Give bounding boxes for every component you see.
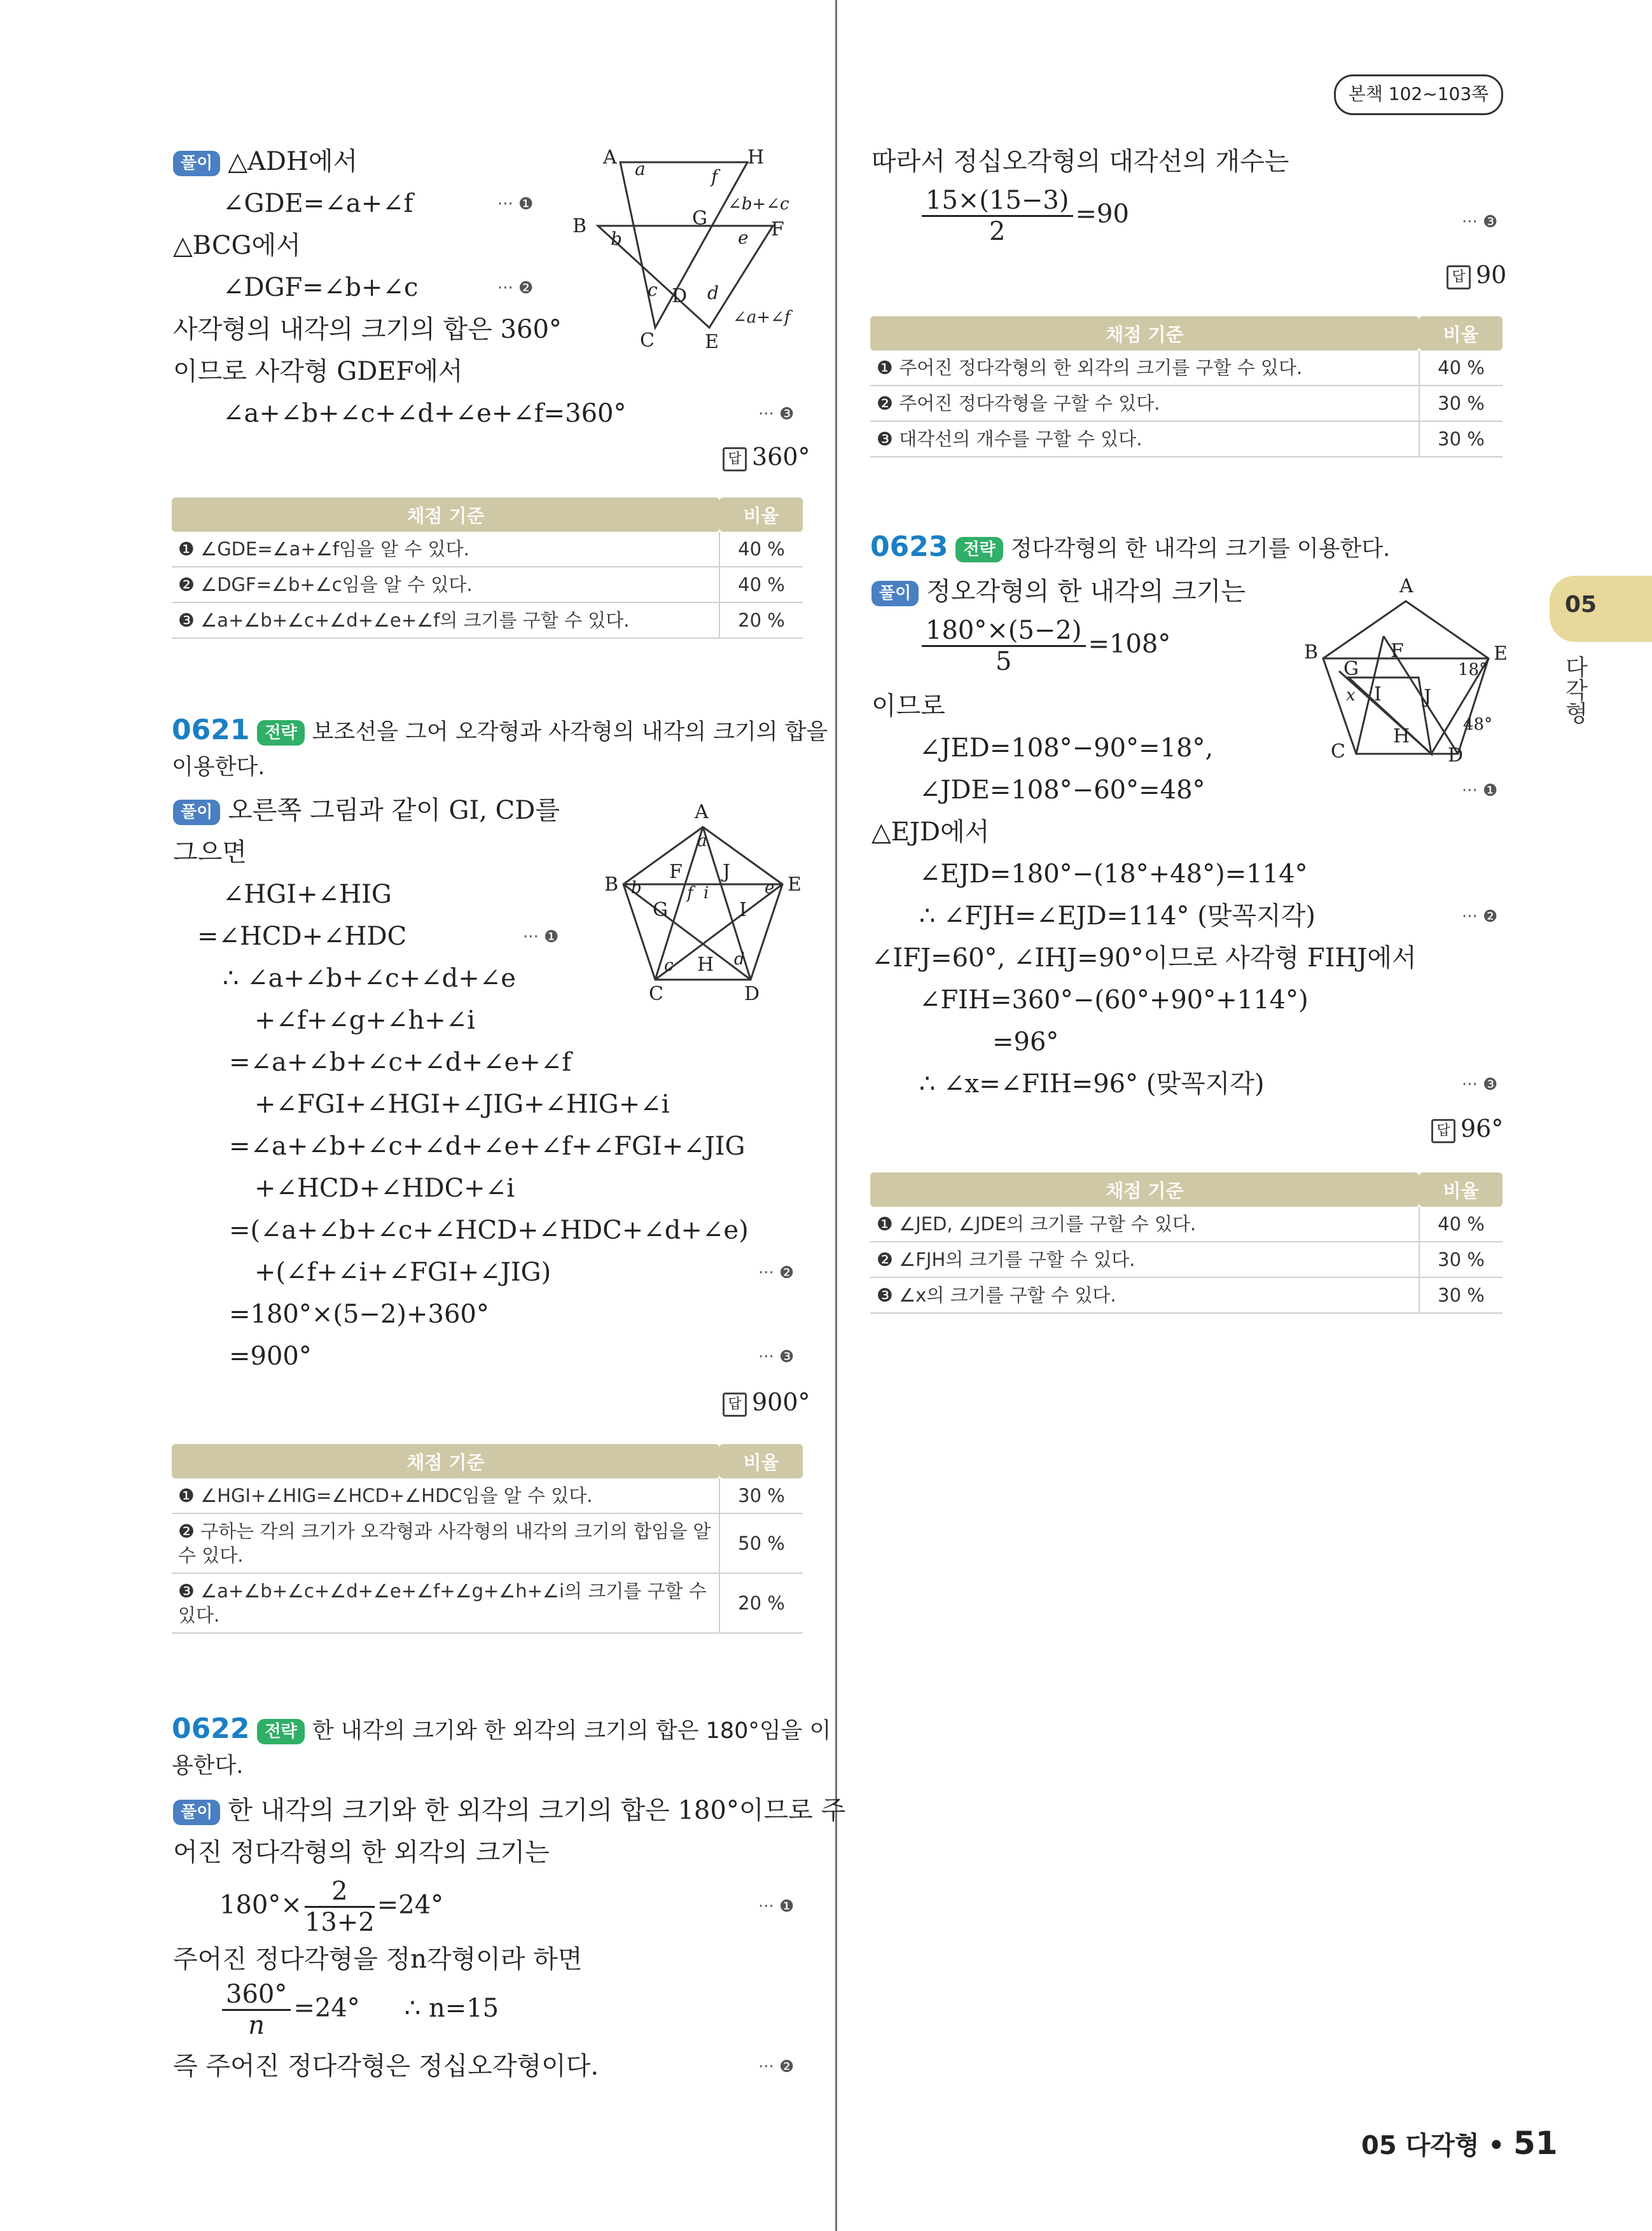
fig3-label-D: D [1448, 744, 1464, 767]
p0621-line-6: =∠a+∠b+∠c+∠d+∠e+∠f [229, 1048, 572, 1077]
p0620-line-4: 사각형의 내각의 크기의 합은 360° [173, 315, 562, 344]
fig2-angle-d: d [734, 950, 745, 969]
step-marker-3: ··· ❸ [1462, 1075, 1498, 1094]
p0620-score-table [172, 497, 803, 639]
fig2-label-E: E [788, 873, 802, 896]
p0620-line-3: ∠DGF=∠b+∠c [223, 273, 419, 302]
fig1-label-B: B [573, 215, 587, 237]
book-page-reference: 본책 102~103쪽 [1334, 74, 1503, 115]
p0623-line-13: ∴ ∠x=∠FIH=96° (맞꼭지각) [919, 1069, 1265, 1099]
p0621-line-2: ∠HGI+∠HIG [223, 880, 392, 909]
p0622-line-6: 주어진 정다각형을 정n각형이라 하면 [173, 1945, 583, 1974]
p0620-figure [566, 143, 814, 353]
p0623-header: 0623 전략 정다각형의 한 내각의 크기를 이용한다. [870, 531, 1391, 563]
p0622c-line-0: 따라서 정십오각형의 대각선의 개수는 [871, 147, 1289, 176]
p0623-answer: 답 96° [1431, 1115, 1503, 1143]
fig2-label-D: D [744, 983, 760, 1005]
column-divider [835, 0, 837, 2231]
fig1-label-H: H [747, 146, 765, 169]
fig2-label-G: G [653, 899, 668, 921]
fig3-label-G: G [1343, 658, 1359, 680]
fig2-angle-a: a [697, 831, 707, 851]
p0622-formula-1: 180°× $\frac{2}{13+2}$ =24° [219, 1877, 444, 1937]
p0623-line-12: =96° [992, 1027, 1059, 1057]
fig3-label-48deg: 48° [1463, 715, 1493, 734]
table-row: ❶ ∠HGI+∠HIG=∠HCD+∠HDC임을 알 수 있다. 30 % [172, 1478, 803, 1513]
fig3-label-J: J [1424, 686, 1432, 708]
fig3-label-F: F [1391, 640, 1404, 662]
step-marker-3: ··· ❸ [758, 405, 795, 424]
page-footer [1361, 2125, 1558, 2162]
fig1-label-E: E [705, 331, 719, 353]
p0623-formula: $\frac{180^\circ\times(5-2)}{5}$ =108° [919, 616, 1170, 676]
fig2-label-B: B [604, 873, 619, 896]
fig3-label-A: A [1399, 576, 1413, 597]
p0623-line-8: ∠EJD=180°−(18°+48°)=114° [919, 859, 1308, 889]
fig3-label-E: E [1494, 643, 1508, 665]
fig1-label-C: C [640, 330, 655, 352]
p0622-header: 0622 전략 한 내각의 크기와 한 외각의 크기의 합은 180°임을 이 [172, 1713, 831, 1745]
fig2-angle-f: f [687, 884, 693, 903]
problem-number: 0621 [172, 714, 250, 746]
fig2-angle-i: i [704, 884, 709, 903]
table-row: ❸ ∠a+∠b+∠c+∠d+∠e+∠f+∠g+∠h+∠i의 크기를 구할 수 있다. 20 % [172, 1573, 803, 1633]
fig2-label-I: I [739, 899, 747, 921]
fig1-label-F: F [771, 218, 784, 240]
answer-icon: 답 [723, 447, 747, 471]
step-marker-3: ··· ❸ [1462, 212, 1498, 232]
p0622-line-0: 풀이 한 내각의 크기와 한 외각의 크기의 합은 180°이므로 주 [173, 1793, 845, 1828]
p0623-line-6: ∠JDE=108°−60°=48° [919, 775, 1205, 805]
p0621-line-7: +∠FGI+∠HGI+∠JIG+∠HIG+∠i [254, 1090, 670, 1119]
p0621-line-3: =∠HCD+∠HDC [197, 922, 407, 951]
fig3-label-C: C [1331, 740, 1345, 763]
table-row: ❸ ∠a+∠b+∠c+∠d+∠e+∠f의 크기를 구할 수 있다. 20 % [172, 602, 803, 638]
fig3-label-18deg: 18° [1458, 660, 1488, 679]
p0622-formula-2: $\frac{360^\circ}{n}$ =24° ∴ n=15 [219, 1980, 499, 2040]
p0623-line-7: △EJD에서 [871, 817, 990, 847]
fig1-angle-e: e [738, 227, 749, 248]
p0621-line-8: =∠a+∠b+∠c+∠d+∠e+∠f+∠FGI+∠JIG [229, 1132, 746, 1161]
p0621-line-1: 그으면 [173, 838, 247, 867]
p0620-line-0: 풀이 △ADH에서 [173, 144, 357, 179]
fig1-note-af: ∠a+∠f [733, 308, 791, 327]
step-marker-1: ··· ❶ [758, 1897, 795, 1916]
p0622-strategy-line2: 용한다. [172, 1753, 244, 1779]
p0622-answer: 답 90 [1447, 261, 1506, 289]
p0621-line-4: ∴ ∠a+∠b+∠c+∠d+∠e [223, 964, 516, 993]
step-marker-2: ··· ❷ [1462, 907, 1498, 926]
p0620-line-2: △BCG에서 [173, 231, 301, 260]
p0623-line-4: 이므로 [871, 692, 945, 721]
fig1-angle-f: f [711, 166, 718, 187]
step-marker-2: ··· ❷ [758, 2057, 795, 2076]
fig2-angle-b: b [631, 879, 642, 898]
chapter-tab-title: 다각형 [1562, 655, 1588, 724]
table-row: ❶ 주어진 정다각형의 한 외각의 크기를 구할 수 있다. 40 % [870, 351, 1503, 386]
chapter-tab-number: 05 [1565, 592, 1597, 618]
p0620-line-6: ∠a+∠b+∠c+∠d+∠e+∠f=360° [223, 399, 627, 428]
fig2-label-J: J [723, 861, 731, 883]
p0621-answer: 답 900° [723, 1388, 810, 1417]
p0621-line-13: =900° [229, 1342, 312, 1371]
p0622-score-table: 채점 기준 비율 ❶ 주어진 정다각형의 한 외각의 크기를 구할 수 있다. 40 % ❷ 주어진 정다각형을 구할 수 있다. 30 % ❸ 대각선의 개수를 구할 수 있다. 30 % [870, 316, 1503, 457]
score-header-ratio: 비율 [719, 497, 803, 532]
p0621-line-12: =180°×(5−2)+360° [229, 1300, 489, 1329]
p0620-answer: 답 360° [723, 443, 810, 471]
p0623-score-table: 채점 기준 비율 ❶ ∠JED, ∠JDE의 크기를 구할 수 있다. 40 % ❷ ∠FJH의 크기를 구할 수 있다. 30 % ❸ ∠x의 크기를 구할 수 있다. 30 % [870, 1172, 1503, 1314]
fig2-angle-c: c [664, 956, 674, 975]
p0620-line-5: 이므로 사각형 GDEF에서 [173, 357, 463, 386]
table-row: ❶ ∠GDE=∠a+∠f임을 알 수 있다. 40 % [172, 532, 803, 567]
fig2-label-C: C [649, 983, 663, 1005]
fig1-angle-b: b [611, 228, 622, 249]
fig2-label-F: F [669, 861, 683, 883]
p0623-line-10: ∠IFJ=60°, ∠IHJ=90°이므로 사각형 FIHJ에서 [871, 943, 1417, 973]
page-number: 51 [1513, 2125, 1558, 2162]
fig3-label-H: H [1393, 725, 1410, 747]
p0621-line-0: 풀이 오른쪽 그림과 같이 GI, CD를 [173, 793, 560, 828]
p0622-line-11: 즉 주어진 정다각형은 정십오각형이다. [173, 2052, 599, 2081]
p0622-line-1: 어진 정다각형의 한 외각의 크기는 [173, 1838, 550, 1867]
p0621-line-5: +∠f+∠g+∠h+∠i [254, 1006, 476, 1035]
p0621-line-11: +(∠f+∠i+∠FGI+∠JIG) [254, 1258, 552, 1287]
table-row: ❷ ∠DGF=∠b+∠c임을 알 수 있다. 40 % [172, 567, 803, 602]
fig3-label-x: x [1346, 686, 1356, 705]
p0623-figure [1304, 576, 1514, 773]
step-marker-2: ··· ❷ [497, 279, 534, 298]
solution-badge: 풀이 [173, 151, 220, 176]
fig1-label-D: D [672, 285, 688, 307]
p0623-line-9: ∴ ∠FJH=∠EJD=114° (맞꼭지각) [919, 901, 1316, 931]
p0622c-formula: $\frac{15\times(15-3)}{2}$ =90 [919, 186, 1129, 246]
p0621-strategy-line2: 이용한다. [172, 754, 265, 780]
p0623-line-11: ∠FIH=360°−(60°+90°+114°) [919, 985, 1308, 1015]
fig1-label-A: A [603, 146, 617, 169]
p0621-header: 0621 전략 보조선을 그어 오각형과 사각형의 내각의 크기의 합을 [172, 714, 828, 746]
fig1-angle-a: a [635, 158, 646, 179]
fig2-label-A: A [695, 801, 709, 823]
fig2-label-H: H [697, 954, 714, 976]
table-row: ❷ 주어진 정다각형을 구할 수 있다. 30 % [870, 386, 1503, 421]
fig1-label-G: G [692, 207, 707, 230]
step-marker-1: ··· ❶ [497, 195, 534, 214]
p0621-line-10: =(∠a+∠b+∠c+∠HCD+∠HDC+∠d+∠e) [229, 1216, 749, 1245]
score-header-criteria: 채점 기준 [172, 497, 719, 532]
fig1-note-bc: ∠b+∠c [728, 195, 789, 214]
fig2-angle-e: e [765, 879, 775, 898]
fig3-label-I: I [1374, 683, 1382, 705]
p0623-line-5: ∠JED=108°−90°=18°, [919, 733, 1214, 763]
fig1-angle-d: d [707, 282, 719, 303]
step-marker-2: ··· ❷ [758, 1263, 795, 1282]
table-row: ❸ ∠x의 크기를 구할 수 있다. 30 % [870, 1277, 1503, 1313]
table-row: ❸ 대각선의 개수를 구할 수 있다. 30 % [870, 421, 1503, 457]
step-marker-3: ··· ❸ [758, 1347, 795, 1366]
table-row: ❷ 구하는 각의 크기가 오각형과 사각형의 내각의 크기의 합임을 알 수 있다. 50 % [172, 1513, 803, 1573]
step-marker-1: ··· ❶ [1462, 781, 1498, 800]
p0621-figure [598, 795, 808, 1005]
fig1-angle-c: c [648, 279, 658, 300]
p0621-score-table: 채점 기준 비율 ❶ ∠HGI+∠HIG=∠HCD+∠HDC임을 알 수 있다. 30 % ❷ 구하는 각의 크기가 오각형과 사각형의 내각의 크기의 합임을 알 수 있다. 50 % ❸ ∠a+∠b+∠c+∠d+∠e+∠f+∠g+∠h+∠i의 크기를 구할 수 있다. 20 % [172, 1444, 803, 1634]
p0621-line-9: +∠HCD+∠HDC+∠i [254, 1174, 515, 1203]
table-row: ❷ ∠FJH의 크기를 구할 수 있다. 30 % [870, 1242, 1503, 1277]
footer-separator: • [1488, 2131, 1505, 2160]
step-marker-1: ··· ❶ [523, 928, 559, 947]
footer-chapter: 05 다각형 [1361, 2131, 1480, 2160]
p0620-line-1: ∠GDE=∠a+∠f [223, 189, 413, 218]
table-row: ❶ ∠JED, ∠JDE의 크기를 구할 수 있다. 40 % [870, 1207, 1503, 1242]
strategy-badge: 전략 [257, 720, 304, 746]
fig3-label-B: B [1304, 641, 1319, 664]
p0623-line-0: 풀이 정오각형의 한 내각의 크기는 [871, 574, 1246, 609]
